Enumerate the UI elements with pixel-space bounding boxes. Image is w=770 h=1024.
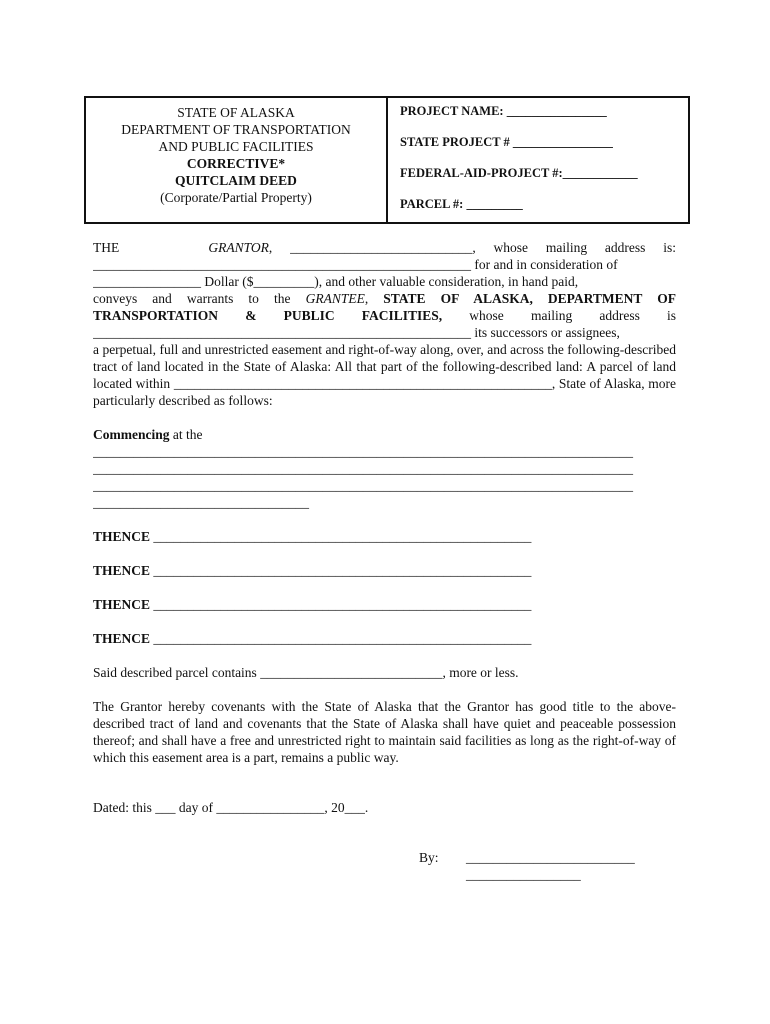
thence-line: THENCE ________________________________________________________ bbox=[93, 563, 532, 578]
dated-line: Dated: this ___ day of ________________, 20___. bbox=[93, 800, 369, 815]
thence-line: THENCE ________________________________________________________ bbox=[93, 631, 532, 646]
commencing-line: Commencing at the bbox=[93, 427, 203, 442]
parcel-size-line: Said described parcel contains ___________________________, more or less. bbox=[93, 665, 519, 680]
deed-body bbox=[93, 239, 676, 889]
signature-block bbox=[93, 849, 676, 889]
deed-title: CORRECTIVE* bbox=[186, 156, 286, 171]
header-box bbox=[84, 96, 690, 224]
signature-line: _________________________ bbox=[466, 850, 635, 865]
grant-line: ________________________________________________________ its successors or assignees, bbox=[93, 325, 620, 340]
grant-line: ________________________________________________________ for and in consideration of bbox=[93, 257, 618, 272]
project-name-field: PROJECT NAME: ________________ bbox=[400, 104, 607, 118]
commencing-blank: ________________________________ bbox=[93, 495, 309, 510]
grant-line: TRANSPORTATION & PUBLIC FACILITIES, whose mailing address is bbox=[93, 308, 676, 323]
agency-line: DEPARTMENT OF TRANSPORTATION bbox=[121, 122, 351, 137]
deed-title-block bbox=[86, 98, 388, 222]
signature-by-label: By: bbox=[419, 850, 439, 865]
grant-paragraph: a perpetual, full and unrestricted easement and right-of-way along, over, and across the following-described tract of land located in the State of Alaska: All that part of the following-described land: A parcel of land located within ________________________________________________________, State of Alaska, more particularly described as follows: bbox=[93, 342, 676, 408]
state-project-field: STATE PROJECT # ________________ bbox=[400, 135, 613, 149]
agency-line: STATE OF ALASKA bbox=[177, 105, 295, 120]
signature-line: _________________ bbox=[466, 867, 581, 882]
commencing-blank: ________________________________________________________________________________ bbox=[93, 461, 633, 476]
federal-aid-project-field: FEDERAL-AID-PROJECT #:____________ bbox=[400, 166, 638, 180]
grant-line: conveys and warrants to the GRANTEE, STATE OF ALASKA, DEPARTMENT OF bbox=[93, 291, 677, 306]
project-info-block bbox=[388, 98, 688, 222]
deed-title: QUITCLAIM DEED bbox=[175, 173, 297, 188]
grant-line: THE GRANTOR, ___________________________, whose mailing address is: bbox=[93, 240, 676, 255]
agency-line: AND PUBLIC FACILITIES bbox=[158, 139, 314, 154]
thence-line: THENCE ________________________________________________________ bbox=[93, 529, 532, 544]
deed-subtitle: (Corporate/Partial Property) bbox=[160, 190, 312, 205]
covenant-paragraph: The Grantor hereby covenants with the State of Alaska that the Grantor has good title to the above-described tract of land and covenants that the State of Alaska shall have quiet and peaceable possession thereof; and shall have a free and unrestricted right to maintain said facilities as long as the right-of-way of which this easement area is a part, remains a public way. bbox=[93, 699, 676, 765]
grant-line: ________________ Dollar ($_________), and other valuable consideration, in hand paid, bbox=[93, 274, 579, 289]
parcel-field: PARCEL #: _________ bbox=[400, 197, 523, 211]
thence-line: THENCE ________________________________________________________ bbox=[93, 597, 532, 612]
commencing-blank: ________________________________________________________________________________ bbox=[93, 478, 633, 493]
commencing-blank: ________________________________________________________________________________ bbox=[93, 444, 633, 459]
